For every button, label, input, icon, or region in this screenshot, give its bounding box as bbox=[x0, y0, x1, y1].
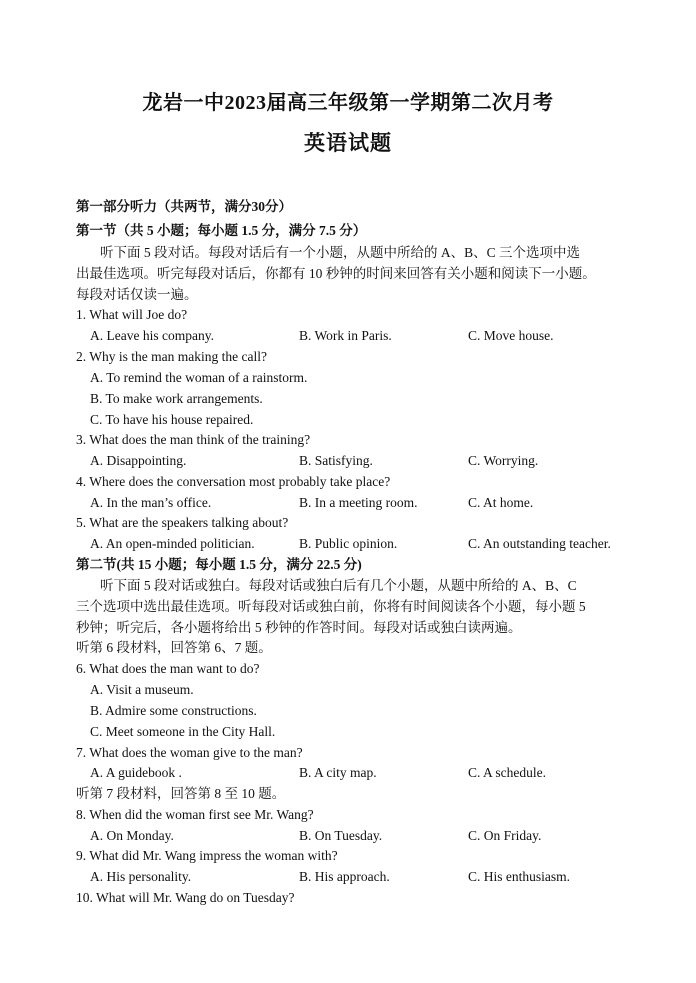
section1-instructions-line2: 出最佳选项。听完每段对话后，你都有 10 秒钟的时间来回答有关小题和阅读下一小题。 bbox=[76, 266, 596, 281]
question-8-stem: 8. When did the woman first see Mr. Wang? bbox=[76, 807, 314, 822]
question-2-option-c: C. To have his house repaired. bbox=[90, 412, 254, 427]
section1-instructions-line3: 每段对话仅读一遍。 bbox=[76, 287, 198, 302]
question-6-stem: 6. What does the man want to do? bbox=[76, 661, 260, 676]
question-1-option-b: B. Work in Paris. bbox=[299, 328, 392, 343]
question-2-option-b: B. To make work arrangements. bbox=[90, 391, 263, 406]
question-4-option-c: C. At home. bbox=[468, 495, 534, 510]
exam-subtitle: 英语试题 bbox=[304, 131, 392, 155]
question-6-option-c: C. Meet someone in the City Hall. bbox=[90, 724, 276, 739]
question-6-option-b: B. Admire some constructions. bbox=[90, 703, 257, 718]
question-5-stem: 5. What are the speakers talking about? bbox=[76, 515, 289, 530]
question-6-option-a: A. Visit a museum. bbox=[90, 682, 194, 697]
exam-title: 龙岩一中2023届高三年级第一学期第二次月考 bbox=[142, 92, 554, 114]
question-3-option-c: C. Worrying. bbox=[468, 453, 539, 468]
question-1-stem: 1. What will Joe do? bbox=[76, 307, 188, 322]
question-1-option-a: A. Leave his company. bbox=[90, 328, 214, 343]
section2-heading: 第二节(共 15 小题；每小题 1.5 分，满分 22.5 分) bbox=[76, 557, 362, 572]
question-7-stem: 7. What does the woman give to the man? bbox=[76, 745, 303, 760]
question-9-option-a: A. His personality. bbox=[90, 869, 192, 884]
question-9-stem: 9. What did Mr. Wang impress the woman with? bbox=[76, 848, 338, 863]
question-3-stem: 3. What does the man think of the training? bbox=[76, 432, 311, 447]
section2-instructions-line1: 听下面 5 段对话或独白。每段对话或独白后有几个小题，从题中所给的 A、B、C bbox=[100, 578, 577, 593]
question-2-stem: 2. Why is the man making the call? bbox=[76, 349, 267, 364]
question-7-option-b: B. A city map. bbox=[299, 765, 377, 780]
material-6-note: 听第 6 段材料，回答第 6、7 题。 bbox=[76, 640, 272, 655]
section2-instructions-line2: 三个选项中选出最佳选项。听每段对话或独白前，你将有时间阅读各个小题，每小题 5 bbox=[76, 599, 586, 614]
question-5-option-b: B. Public opinion. bbox=[299, 536, 398, 551]
question-2-option-a: A. To remind the woman of a rainstorm. bbox=[90, 370, 308, 385]
question-8-option-a: A. On Monday. bbox=[90, 828, 174, 843]
question-8-option-b: B. On Tuesday. bbox=[299, 828, 383, 843]
section2-instructions-line3: 秒钟；听完后，各小题将给出 5 秒钟的作答时间。每段对话或独白读两遍。 bbox=[76, 620, 522, 635]
question-5-option-a: A. An open-minded politician. bbox=[90, 536, 255, 551]
question-10-stem: 10. What will Mr. Wang do on Tuesday? bbox=[76, 890, 295, 905]
section1-instructions-line1: 听下面 5 段对话。每段对话后有一个小题，从题中所给的 A、B、C 三个选项中选 bbox=[100, 245, 581, 260]
question-1-option-c: C. Move house. bbox=[468, 328, 554, 343]
section1-heading: 第一节（共 5 小题；每小题 1.5 分，满分 7.5 分） bbox=[76, 223, 367, 238]
question-7-option-c: C. A schedule. bbox=[468, 765, 546, 780]
question-9-option-b: B. His approach. bbox=[299, 869, 390, 884]
question-7-option-a: A. A guidebook . bbox=[90, 765, 182, 780]
question-4-option-b: B. In a meeting room. bbox=[299, 495, 418, 510]
question-4-stem: 4. Where does the conversation most probably take place? bbox=[76, 474, 391, 489]
question-3-option-b: B. Satisfying. bbox=[299, 453, 373, 468]
part1-heading: 第一部分听力（共两节，满分30分） bbox=[76, 199, 292, 214]
question-8-option-c: C. On Friday. bbox=[468, 828, 542, 843]
question-5-option-c: C. An outstanding teacher. bbox=[468, 536, 611, 551]
question-3-option-a: A. Disappointing. bbox=[90, 453, 187, 468]
question-4-option-a: A. In the man’s office. bbox=[90, 495, 212, 510]
material-7-note: 听第 7 段材料，回答第 8 至 10 题。 bbox=[76, 786, 286, 801]
question-9-option-c: C. His enthusiasm. bbox=[468, 869, 571, 884]
